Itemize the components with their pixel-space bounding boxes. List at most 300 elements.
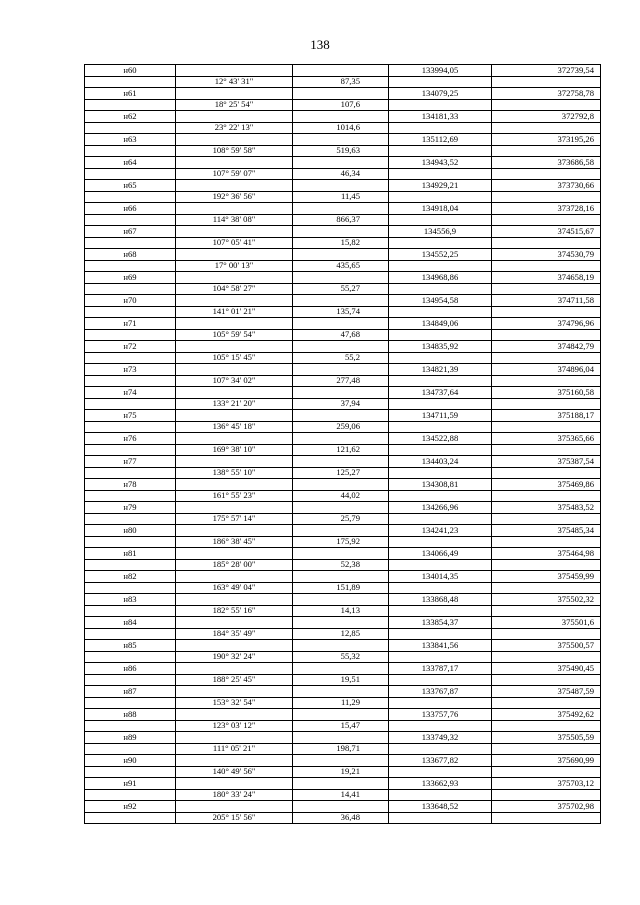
segment-row (85, 444, 601, 456)
direction-angle: 169° 38' 10" (176, 444, 293, 456)
empty-cell (492, 99, 601, 111)
empty-cell (293, 65, 389, 77)
segment-row (85, 582, 601, 594)
empty-cell (389, 168, 492, 180)
direction-angle: 136° 45' 18" (176, 421, 293, 433)
x-coordinate: 134066,49 (389, 548, 492, 560)
segment-distance: 44,02 (293, 490, 389, 502)
empty-cell (293, 226, 389, 238)
segment-distance: 87,35 (293, 76, 389, 88)
y-coordinate: 374711,58 (492, 295, 601, 307)
point-row (85, 249, 601, 261)
segment-distance: 19,21 (293, 766, 389, 778)
empty-cell (389, 352, 492, 364)
empty-cell (176, 525, 293, 537)
segment-distance: 135,74 (293, 306, 389, 318)
segment-distance: 1014,6 (293, 122, 389, 134)
empty-cell (85, 789, 176, 801)
point-row (85, 571, 601, 583)
point-row (85, 203, 601, 215)
point-row (85, 88, 601, 100)
empty-cell (492, 536, 601, 548)
direction-angle: 186° 38' 45" (176, 536, 293, 548)
point-name: н82 (85, 571, 176, 583)
x-coordinate: 135112,69 (389, 134, 492, 146)
empty-cell (492, 237, 601, 249)
x-coordinate: 134308,81 (389, 479, 492, 491)
empty-cell (85, 99, 176, 111)
segment-row (85, 375, 601, 387)
empty-cell (492, 467, 601, 479)
empty-cell (389, 674, 492, 686)
empty-cell (389, 789, 492, 801)
point-row (85, 157, 601, 169)
point-row (85, 663, 601, 675)
y-coordinate: 375464,98 (492, 548, 601, 560)
empty-cell (85, 674, 176, 686)
direction-angle: 190° 32' 24" (176, 651, 293, 663)
empty-cell (293, 433, 389, 445)
empty-cell (389, 766, 492, 778)
direction-angle: 107° 34' 02" (176, 375, 293, 387)
point-name: н72 (85, 341, 176, 353)
direction-angle: 18° 25' 54" (176, 99, 293, 111)
point-row (85, 387, 601, 399)
direction-angle: 184° 35' 49" (176, 628, 293, 640)
x-coordinate: 134241,23 (389, 525, 492, 537)
segment-distance: 37,94 (293, 398, 389, 410)
empty-cell (85, 720, 176, 732)
empty-cell (389, 536, 492, 548)
empty-cell (293, 502, 389, 514)
segment-distance: 175,92 (293, 536, 389, 548)
segment-distance: 15,82 (293, 237, 389, 249)
x-coordinate: 133662,93 (389, 778, 492, 790)
x-coordinate: 133749,32 (389, 732, 492, 744)
x-coordinate: 133757,76 (389, 709, 492, 721)
y-coordinate: 374842,79 (492, 341, 601, 353)
empty-cell (293, 410, 389, 422)
point-name: н75 (85, 410, 176, 422)
direction-angle: 111° 05' 21" (176, 743, 293, 755)
empty-cell (389, 191, 492, 203)
point-name: н67 (85, 226, 176, 238)
segment-row (85, 490, 601, 502)
empty-cell (85, 559, 176, 571)
empty-cell (492, 444, 601, 456)
point-name: н81 (85, 548, 176, 560)
x-coordinate: 133767,87 (389, 686, 492, 698)
empty-cell (492, 651, 601, 663)
empty-cell (389, 582, 492, 594)
segment-row (85, 605, 601, 617)
empty-cell (85, 421, 176, 433)
y-coordinate: 373730,66 (492, 180, 601, 192)
segment-distance: 121,62 (293, 444, 389, 456)
empty-cell (293, 686, 389, 698)
y-coordinate: 375505,59 (492, 732, 601, 744)
empty-cell (85, 122, 176, 134)
direction-angle: 192° 36' 56" (176, 191, 293, 203)
y-coordinate: 375160,58 (492, 387, 601, 399)
empty-cell (293, 180, 389, 192)
point-name: н63 (85, 134, 176, 146)
empty-cell (492, 812, 601, 824)
segment-row (85, 536, 601, 548)
empty-cell (85, 237, 176, 249)
empty-cell (492, 674, 601, 686)
empty-cell (293, 295, 389, 307)
empty-cell (176, 778, 293, 790)
empty-cell (85, 145, 176, 157)
empty-cell (389, 76, 492, 88)
segment-distance: 198,71 (293, 743, 389, 755)
empty-cell (293, 663, 389, 675)
empty-cell (85, 76, 176, 88)
direction-angle: 175° 57' 14" (176, 513, 293, 525)
point-name: н85 (85, 640, 176, 652)
empty-cell (389, 490, 492, 502)
y-coordinate: 373686,58 (492, 157, 601, 169)
segment-row (85, 99, 601, 111)
x-coordinate: 133677,82 (389, 755, 492, 767)
y-coordinate: 375500,57 (492, 640, 601, 652)
x-coordinate: 134929,21 (389, 180, 492, 192)
empty-cell (176, 111, 293, 123)
x-coordinate: 134954,58 (389, 295, 492, 307)
empty-cell (293, 387, 389, 399)
point-row (85, 318, 601, 330)
y-coordinate: 375387,54 (492, 456, 601, 468)
y-coordinate: 374515,67 (492, 226, 601, 238)
empty-cell (176, 571, 293, 583)
empty-cell (176, 226, 293, 238)
segment-row (85, 237, 601, 249)
empty-cell (176, 341, 293, 353)
empty-cell (85, 191, 176, 203)
point-row (85, 594, 601, 606)
direction-angle: 123° 03' 12" (176, 720, 293, 732)
x-coordinate: 134079,25 (389, 88, 492, 100)
y-coordinate: 375690,99 (492, 755, 601, 767)
empty-cell (492, 352, 601, 364)
segment-distance: 14,41 (293, 789, 389, 801)
empty-cell (176, 617, 293, 629)
point-row (85, 111, 601, 123)
direction-angle: 185° 28' 00" (176, 559, 293, 571)
empty-cell (85, 812, 176, 824)
direction-angle: 114° 38' 08" (176, 214, 293, 226)
direction-angle: 188° 25' 45" (176, 674, 293, 686)
empty-cell (85, 467, 176, 479)
x-coordinate: 134968,86 (389, 272, 492, 284)
point-name: н62 (85, 111, 176, 123)
y-coordinate: 375702,98 (492, 801, 601, 813)
y-coordinate: 374530,79 (492, 249, 601, 261)
segment-distance: 15,47 (293, 720, 389, 732)
point-row (85, 134, 601, 146)
empty-cell (293, 249, 389, 261)
empty-cell (176, 686, 293, 698)
coordinates-table-body (85, 65, 601, 824)
y-coordinate: 375490,45 (492, 663, 601, 675)
empty-cell (389, 513, 492, 525)
empty-cell (293, 732, 389, 744)
segment-row (85, 398, 601, 410)
empty-cell (176, 594, 293, 606)
empty-cell (389, 398, 492, 410)
direction-angle: 12° 43' 31" (176, 76, 293, 88)
segment-distance: 125,27 (293, 467, 389, 479)
segment-distance: 52,38 (293, 559, 389, 571)
x-coordinate: 134522,88 (389, 433, 492, 445)
empty-cell (176, 180, 293, 192)
point-row (85, 801, 601, 813)
point-name: н83 (85, 594, 176, 606)
segment-distance: 36,48 (293, 812, 389, 824)
empty-cell (176, 295, 293, 307)
empty-cell (176, 732, 293, 744)
empty-cell (293, 709, 389, 721)
x-coordinate: 134552,25 (389, 249, 492, 261)
empty-cell (85, 168, 176, 180)
x-coordinate: 134266,96 (389, 502, 492, 514)
point-row (85, 617, 601, 629)
y-coordinate: 375487,59 (492, 686, 601, 698)
empty-cell (293, 640, 389, 652)
point-row (85, 525, 601, 537)
empty-cell (176, 364, 293, 376)
empty-cell (293, 157, 389, 169)
empty-cell (492, 398, 601, 410)
direction-angle: 163° 49' 04" (176, 582, 293, 594)
point-name: н78 (85, 479, 176, 491)
empty-cell (492, 168, 601, 180)
empty-cell (492, 306, 601, 318)
empty-cell (293, 479, 389, 491)
segment-distance: 11,29 (293, 697, 389, 709)
point-row (85, 65, 601, 77)
empty-cell (293, 111, 389, 123)
point-row (85, 732, 601, 744)
empty-cell (176, 663, 293, 675)
point-name: н87 (85, 686, 176, 698)
point-row (85, 364, 601, 376)
y-coordinate: 374796,96 (492, 318, 601, 330)
empty-cell (293, 755, 389, 767)
empty-cell (176, 387, 293, 399)
empty-cell (176, 134, 293, 146)
x-coordinate: 134943,52 (389, 157, 492, 169)
empty-cell (176, 640, 293, 652)
segment-row (85, 191, 601, 203)
x-coordinate: 133787,17 (389, 663, 492, 675)
direction-angle: 104° 58' 27" (176, 283, 293, 295)
point-row (85, 226, 601, 238)
point-name: н86 (85, 663, 176, 675)
segment-distance: 107,6 (293, 99, 389, 111)
empty-cell (85, 283, 176, 295)
direction-angle: 17° 00' 13" (176, 260, 293, 272)
empty-cell (389, 467, 492, 479)
empty-cell (85, 352, 176, 364)
direction-angle: 107° 05' 41" (176, 237, 293, 249)
y-coordinate: 373728,16 (492, 203, 601, 215)
empty-cell (293, 341, 389, 353)
x-coordinate: 134821,39 (389, 364, 492, 376)
x-coordinate: 134556,9 (389, 226, 492, 238)
x-coordinate: 134849,06 (389, 318, 492, 330)
segment-distance: 55,27 (293, 283, 389, 295)
point-name: н71 (85, 318, 176, 330)
empty-cell (85, 582, 176, 594)
x-coordinate: 133841,56 (389, 640, 492, 652)
x-coordinate: 133994,05 (389, 65, 492, 77)
empty-cell (293, 318, 389, 330)
point-name: н60 (85, 65, 176, 77)
segment-row (85, 306, 601, 318)
empty-cell (293, 617, 389, 629)
segment-row (85, 628, 601, 640)
y-coordinate: 372792,8 (492, 111, 601, 123)
y-coordinate: 375459,99 (492, 571, 601, 583)
y-coordinate: 375483,52 (492, 502, 601, 514)
point-row (85, 709, 601, 721)
y-coordinate: 375469,86 (492, 479, 601, 491)
point-name: н61 (85, 88, 176, 100)
empty-cell (389, 260, 492, 272)
empty-cell (293, 571, 389, 583)
direction-angle: 105° 59' 54" (176, 329, 293, 341)
segment-row (85, 168, 601, 180)
point-row (85, 755, 601, 767)
segment-row (85, 352, 601, 364)
empty-cell (492, 490, 601, 502)
empty-cell (176, 249, 293, 261)
empty-cell (176, 65, 293, 77)
empty-cell (176, 157, 293, 169)
empty-cell (293, 548, 389, 560)
x-coordinate: 134403,24 (389, 456, 492, 468)
direction-angle: 23° 22' 13" (176, 122, 293, 134)
empty-cell (85, 697, 176, 709)
empty-cell (389, 329, 492, 341)
empty-cell (389, 237, 492, 249)
point-name: н80 (85, 525, 176, 537)
segment-distance: 259,06 (293, 421, 389, 433)
x-coordinate: 134835,92 (389, 341, 492, 353)
empty-cell (492, 421, 601, 433)
direction-angle: 133° 21' 20" (176, 398, 293, 410)
point-name: н91 (85, 778, 176, 790)
point-name: н79 (85, 502, 176, 514)
empty-cell (389, 145, 492, 157)
direction-angle: 141° 01' 21" (176, 306, 293, 318)
empty-cell (293, 88, 389, 100)
point-name: н92 (85, 801, 176, 813)
segment-distance: 14,13 (293, 605, 389, 617)
empty-cell (85, 513, 176, 525)
empty-cell (492, 214, 601, 226)
empty-cell (176, 410, 293, 422)
empty-cell (492, 743, 601, 755)
empty-cell (85, 306, 176, 318)
y-coordinate: 372758,78 (492, 88, 601, 100)
y-coordinate: 375365,66 (492, 433, 601, 445)
empty-cell (492, 122, 601, 134)
empty-cell (85, 651, 176, 663)
empty-cell (389, 628, 492, 640)
empty-cell (492, 145, 601, 157)
point-name: н77 (85, 456, 176, 468)
point-row (85, 479, 601, 491)
empty-cell (389, 559, 492, 571)
empty-cell (176, 203, 293, 215)
point-name: н84 (85, 617, 176, 629)
point-name: н88 (85, 709, 176, 721)
empty-cell (389, 421, 492, 433)
empty-cell (176, 801, 293, 813)
point-name: н65 (85, 180, 176, 192)
empty-cell (293, 778, 389, 790)
empty-cell (492, 766, 601, 778)
y-coordinate: 373195,26 (492, 134, 601, 146)
segment-distance: 55,32 (293, 651, 389, 663)
point-name: н68 (85, 249, 176, 261)
point-name: н73 (85, 364, 176, 376)
segment-distance: 151,89 (293, 582, 389, 594)
empty-cell (492, 628, 601, 640)
point-name: н74 (85, 387, 176, 399)
empty-cell (293, 272, 389, 284)
empty-cell (85, 444, 176, 456)
segment-row (85, 214, 601, 226)
point-row (85, 502, 601, 514)
empty-cell (492, 375, 601, 387)
point-row (85, 433, 601, 445)
x-coordinate: 134711,59 (389, 410, 492, 422)
empty-cell (176, 502, 293, 514)
segment-distance: 866,37 (293, 214, 389, 226)
segment-row (85, 674, 601, 686)
empty-cell (85, 605, 176, 617)
segment-distance: 46,34 (293, 168, 389, 180)
segment-distance: 519,63 (293, 145, 389, 157)
point-row (85, 341, 601, 353)
empty-cell (389, 122, 492, 134)
empty-cell (176, 88, 293, 100)
coordinates-table (84, 64, 601, 824)
segment-row (85, 697, 601, 709)
y-coordinate: 372739,54 (492, 65, 601, 77)
page-number: 138 (310, 37, 330, 52)
empty-cell (389, 720, 492, 732)
x-coordinate: 133648,52 (389, 801, 492, 813)
empty-cell (389, 697, 492, 709)
point-row (85, 456, 601, 468)
segment-row (85, 329, 601, 341)
point-name: н76 (85, 433, 176, 445)
point-name: н64 (85, 157, 176, 169)
empty-cell (389, 812, 492, 824)
empty-cell (176, 433, 293, 445)
segment-row (85, 467, 601, 479)
segment-distance: 47,68 (293, 329, 389, 341)
empty-cell (176, 318, 293, 330)
empty-cell (389, 605, 492, 617)
empty-cell (492, 329, 601, 341)
point-row (85, 295, 601, 307)
